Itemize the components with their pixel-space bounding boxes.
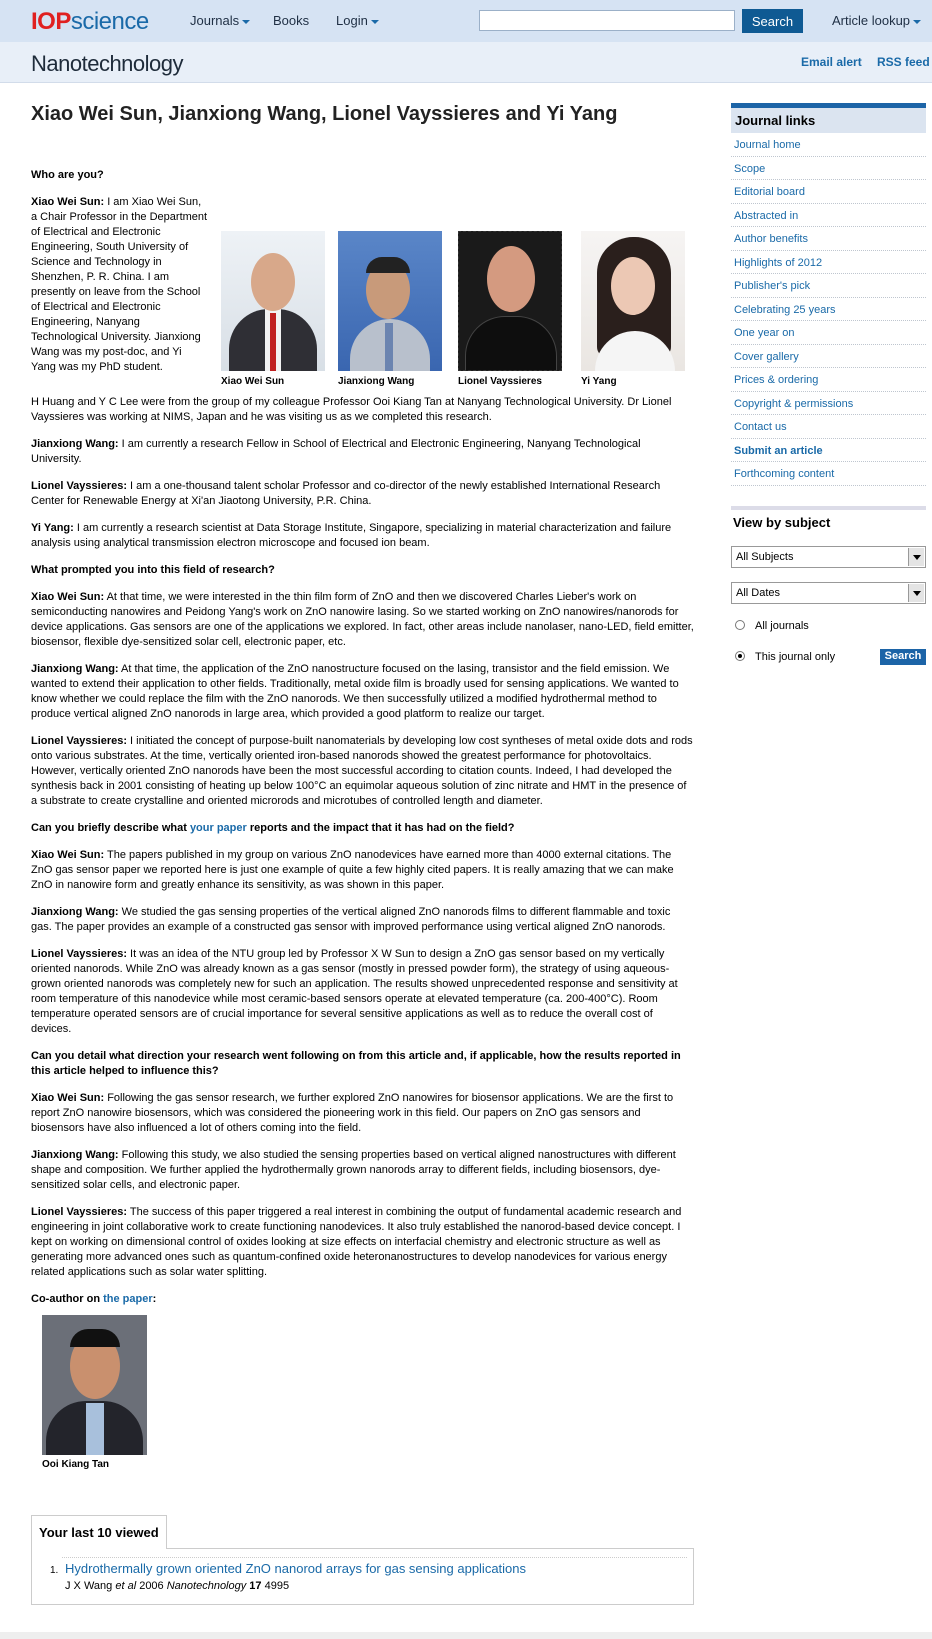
sidebar-link-cover-gallery[interactable]: Cover gallery [731, 345, 926, 369]
sidebar-link-editorial-board[interactable]: Editorial board [731, 180, 926, 204]
rss-feed-link[interactable]: RSS feed [877, 55, 930, 69]
coauthor-photo [42, 1315, 147, 1470]
author-name: Lionel Vayssieres [458, 376, 542, 387]
coauthor-name: Ooi Kiang Tan [42, 1459, 110, 1470]
answer-paragraph: Xiao Wei Sun: The papers published in my group on various ZnO nanodevices have earned more than 4000 external citations. The ZnO gas sensor paper we reported here is just one example of quite a few highly cited papers. It is really amazing that we can make ZnO in nanowire form and greatly enhance its sensitivity, as was shown in this paper. [31, 849, 674, 891]
chevron-down-icon [908, 584, 924, 602]
page-title: Xiao Wei Sun, Jianxiong Wang, Lionel Vayssieres and Yi Yang [31, 103, 618, 125]
interview-content [31, 168, 694, 1319]
this-journal-radio[interactable] [735, 651, 745, 661]
coauthor-photo-image [42, 1315, 147, 1455]
question-heading: Can you briefly describe what your paper reports and the impact that it has had on the field? [31, 822, 515, 834]
sidebar-link-celebrating[interactable]: Celebrating 25 years [731, 298, 926, 322]
answer-paragraph: Xiao Wei Sun: Following the gas sensor research, we further explored ZnO nanowires for biosensor applications. We are the first to report ZnO nanowire biosensors, which was considered the pioneering work in this field. Our papers on ZnO gas sensors and biosensors have also influenced a lot of others coming into the field. [31, 1092, 674, 1134]
search-button[interactable]: Search [742, 9, 803, 33]
chevron-down-icon [908, 548, 924, 566]
answer-paragraph: Yi Yang: I am currently a research scientist at Data Storage Institute, Singapore, specializing in material characterization and failure analysis using analytical transmission electron microscope and focused ion beam. [31, 522, 672, 549]
answer-paragraph: Jianxiong Wang: I am currently a research Fellow in School of Electrical and Electronic Engineering, Nanyang Technological University. [31, 438, 641, 465]
coauthor-heading: Co-author on the paper: [31, 1293, 157, 1305]
chevron-down-icon [371, 20, 379, 24]
list-number: 1. [50, 1565, 59, 1576]
answer-paragraph: Lionel Vayssieres: I am a one-thousand talent scholar Professor and co-director of the newly established International Research Center for Renewable Energy at Xi'an Jiaotong University, P.R. China. [31, 480, 661, 507]
question-heading: What prompted you into this field of research? [31, 564, 275, 576]
footer-divider [0, 1632, 932, 1639]
journal-title[interactable]: Nanotechnology [31, 51, 184, 76]
last-viewed-list [31, 1548, 694, 1605]
sidebar-link-abstracted-in[interactable]: Abstracted in [731, 204, 926, 228]
answer-paragraph: Lionel Vayssieres: I initiated the concept of purpose-built nanomaterials by developing low cost syntheses of metal oxide dots and rods onto various substrates. At the time, vertically oriented iron-based nanorods showed the greatest performance for photovoltaics. However, vertically oriented ZnO nanorods have been the most successful according to citation counts. Indeed, I had developed the synthesis back in 2001 consisting of heating up below 100°C an equimolar aqueous solution of zinc nitrate and HMT in the presence of a substrate to create crystalline and oriented microrods and microtubes of controlled length and diameter. [31, 735, 693, 807]
intro-text: Xiao Wei Sun: I am Xiao Wei Sun, a Chair Professor in the Department of Electrical and Electronic Engineering, South University of Science and Technology in Shenzhen, P. R. China. I am presently on leave from the School of Electrical and Electronic Engineering, Nanyang Technological University. Jianxiong Wang was my post-doc, and Yi Yang was my PhD student. [31, 196, 208, 373]
sidebar-link-copyright[interactable]: Copyright & permissions [731, 392, 926, 416]
top-navigation-bar [0, 0, 932, 42]
search-input[interactable] [479, 10, 735, 31]
sidebar-link-journal-home[interactable]: Journal home [731, 133, 926, 157]
author-photo [221, 231, 327, 389]
author-photo-image [581, 231, 685, 371]
viewed-article-citation: J X Wang et al 2006 Nanotechnology 17 4995 [65, 1580, 290, 1592]
sidebar-link-one-year-on[interactable]: One year on [731, 321, 926, 345]
answer-paragraph: Xiao Wei Sun: At that time, we were interested in the thin film form of ZnO and then we discovered Charles Lieber's work on semiconducting nanowires and Peidong Yang's work on ZnO nanowire lasing. So we started working on ZnO nanowires/nanorods for device applications. Gas sensors are one of the applications we explored. In fact, other areas include nanolaser, nano-LED, field emitter, biosensor, flexible dye-sensitized solar cell, electronic paper, etc. [31, 591, 694, 648]
question-heading: Can you detail what direction your research went following on from this article and, if applicable, how the results reported in this article helped to influence this? [31, 1050, 681, 1077]
author-photo-image [221, 231, 325, 371]
nav-journals[interactable]: Journals [190, 13, 250, 28]
author-photo-image [338, 231, 442, 371]
sidebar-link-submit[interactable]: Submit an article [731, 439, 926, 463]
journal-header-bar [0, 42, 932, 83]
subject-search-button[interactable]: Search [880, 649, 926, 665]
author-name: Yi Yang [581, 376, 617, 387]
this-journal-label: This journal only [755, 651, 836, 663]
nav-login[interactable]: Login [336, 13, 379, 28]
view-by-subject-title: View by subject [731, 506, 926, 530]
journal-links-title: Journal links [731, 108, 926, 133]
answer-paragraph: Lionel Vayssieres: The success of this paper triggered a real interest in combining the output of fundamental academic research and engineering in joint collaborative work to create functioning nanodevices. It also truly established the nanorod-based device concept. I kept on working on dimensional control of oxides looking at size effects on interfacial chemistry and electronic structure as well as generating more advanced ones such as quantum-confined oxide heteronanostructures to develop nanodevices for various energy related applications such as solar water splitting. [31, 1206, 682, 1278]
nav-books[interactable]: Books [273, 13, 310, 28]
author-photo-image [458, 231, 562, 371]
sidebar-link-author-benefits[interactable]: Author benefits [731, 227, 926, 251]
email-alert-link[interactable]: Email alert [801, 55, 862, 69]
answer-paragraph: Lionel Vayssieres: It was an idea of the NTU group led by Professor X W Sun to design a ZnO gas sensor based on my vertically oriented nanorods. While ZnO was already known as a gas sensor (mostly in pressed powder form), the strategy of using aqueous-grown oriented nanorods was completely new for such an application. The results showed unprecedented response and sensitivity at room temperature of this nanodevice while most ceramic-based sensors operate at elevated temperature (ca. 200-400°C). Room temperature operated sensors are of crucial importance for several sensitive applications as well as to reduce the overall cost of devices. [31, 948, 678, 1035]
article-lookup-menu[interactable]: Article lookup [832, 13, 921, 28]
answer-paragraph: Jianxiong Wang: At that time, the application of the ZnO nanostructure focused on the lasing, transistor and the field emission. We wanted to extend their application to other fields. Traditionally, metal oxide film is broadly used for sensing applications. We wanted to know whether we could replace the film with the ZnO nanorods. We then successfully utilized a modified hydrothermal method to produce vertical aligned ZnO nanorods in large area, which provided a good platform to realize our target. [31, 663, 679, 720]
chevron-down-icon [242, 20, 250, 24]
divider [62, 1557, 687, 1558]
chevron-down-icon [913, 20, 921, 24]
answer-paragraph: Jianxiong Wang: Following this study, we also studied the sensing properties based on vertical aligned nanostructures with different shape and composition. We further applied the hydrothermally grown nanorods array to different fields, including biosensors, dye-sensitized solar cells, and electronic paper. [31, 1149, 676, 1191]
author-photo [338, 231, 444, 389]
author-name: Xiao Wei Sun [221, 376, 285, 387]
sidebar-link-scope[interactable]: Scope [731, 157, 926, 181]
sidebar-link-prices[interactable]: Prices & ordering [731, 368, 926, 392]
sidebar-link-publishers-pick[interactable]: Publisher's pick [731, 274, 926, 298]
answer-paragraph: Jianxiong Wang: We studied the gas sensing properties of the vertical aligned ZnO nanorods films to different flammable and toxic gas. The paper provides an example of a constructed gas sensor with improved performance using vertical aligned ZnO nanorods. [31, 906, 671, 933]
author-photos [221, 231, 691, 389]
sidebar-link-highlights[interactable]: Highlights of 2012 [731, 251, 926, 275]
your-paper-link[interactable]: your paper [189, 822, 247, 834]
intro-block [31, 195, 694, 405]
sidebar [731, 103, 926, 663]
viewed-article-link[interactable]: Hydrothermally grown oriented ZnO nanorod arrays for gas sensing applications [65, 1561, 527, 1576]
sidebar-link-forthcoming[interactable]: Forthcoming content [731, 462, 926, 486]
subject-select[interactable]: All Subjects [731, 546, 926, 568]
author-photo [581, 231, 687, 389]
author-name: Jianxiong Wang [338, 376, 415, 387]
all-journals-radio[interactable] [735, 620, 745, 630]
question-heading: Who are you? [31, 169, 104, 181]
author-photo [458, 231, 564, 389]
the-paper-link[interactable]: the paper [103, 1293, 153, 1305]
journal-links-box [731, 103, 926, 486]
all-journals-label: All journals [755, 620, 809, 632]
date-select[interactable]: All Dates [731, 582, 926, 604]
answer-paragraph: H Huang and Y C Lee were from the group of my colleague Professor Ooi Kiang Tan at Nanyang Technological University. Dr Lionel Vayssieres was working at NIMS, Japan and he was visiting us as we completed this research. [31, 396, 672, 423]
sidebar-link-contact[interactable]: Contact us [731, 415, 926, 439]
last-viewed-tab[interactable]: Your last 10 viewed [31, 1515, 167, 1549]
iopscience-logo[interactable]: IOPscience [31, 8, 149, 35]
